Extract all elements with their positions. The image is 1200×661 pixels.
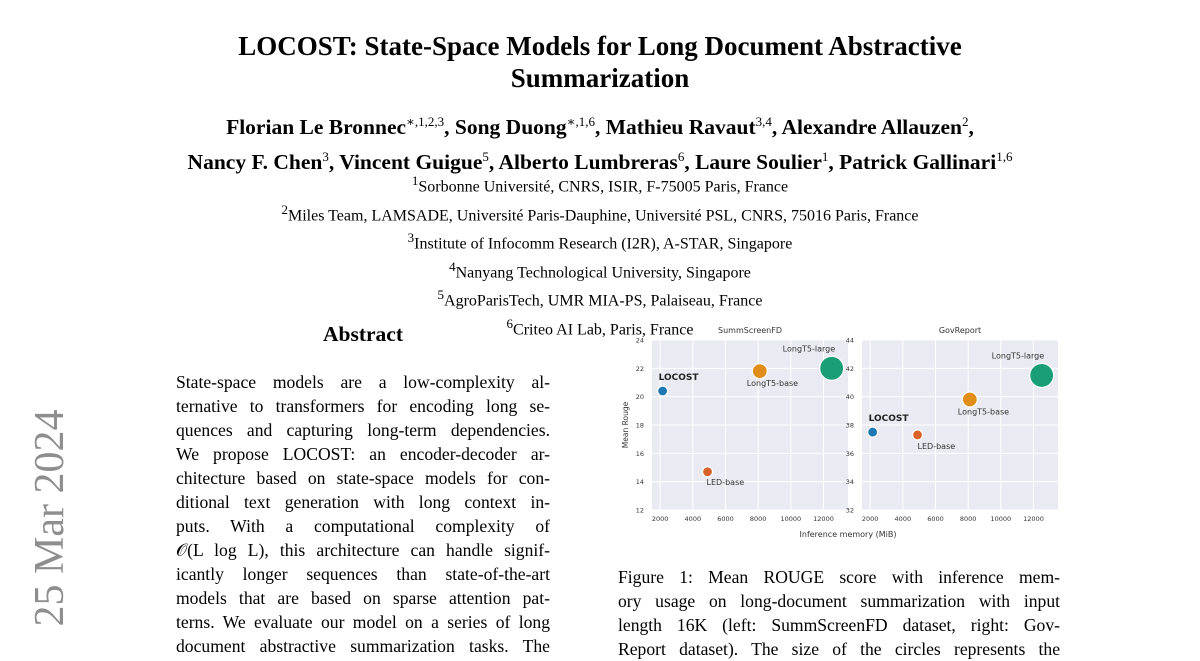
y-tick-label: 38 (845, 421, 854, 430)
data-label: LongT5-base (746, 379, 799, 389)
caption-line: length 16K (left: SummScreenFD dataset, right: Gov- (618, 615, 1060, 635)
affiliation-number: 5 (437, 287, 445, 303)
author-affiliation-marker: ∗,1,6 (566, 114, 595, 129)
abstract-heading: Abstract (322, 322, 403, 346)
author-list (0, 107, 1200, 177)
author-affiliation-marker: 2 (962, 114, 969, 129)
data-point (913, 430, 923, 440)
affiliation-number: 1 (411, 173, 419, 188)
data-label: LED-base (917, 441, 956, 451)
y-tick-label: 24 (635, 336, 644, 345)
affiliation-list (0, 170, 1200, 341)
data-point (820, 356, 844, 380)
data-label: LOCOST (868, 414, 909, 425)
abstract-line: We propose LOCOST: an encoder-decoder ar- (176, 444, 550, 464)
caption-line: ory usage on long-document summarization with input (618, 591, 1060, 611)
abstract-line: 𝒪(L log L), this architecture can handle signif- (176, 540, 550, 560)
paper-title-line-2: Summarization (510, 63, 690, 93)
caption-line: Figure 1: Mean ROUGE score with inference mem- (618, 567, 1060, 587)
paper-title-line-1: LOCOST: State-Space Models for Long Document Abstractive (238, 31, 962, 61)
data-label: LED-base (706, 477, 745, 487)
affiliation-number: 3 (407, 230, 415, 246)
affiliation-number: 4 (449, 258, 456, 274)
affiliation-text: Institute of Infocomm Research (I2R), A-STAR, Singapore (414, 235, 793, 253)
author-affiliation-marker: 3,4 (755, 114, 772, 129)
abstract-line: ternative to transformers for encoding long se- (176, 396, 550, 416)
y-tick-label: 12 (635, 506, 644, 515)
affiliation-item (0, 199, 1200, 228)
figure-caption (618, 565, 1060, 661)
data-point (868, 427, 878, 437)
author-affiliation-marker: 5 (482, 149, 489, 165)
affiliation-item (0, 256, 1200, 285)
author-affiliation-marker: 1,6 (996, 149, 1013, 165)
author-line-2: Nancy F. Chen$^3$, Vincent Guigue$^5$, Alberto Lumbreras$^6$, Laure Soulier$^1$, Patrick Gallinari$^{1,6}$ (187, 149, 1013, 175)
data-label: LongT5-large (991, 351, 1045, 361)
data-point (703, 467, 713, 477)
arxiv-date-text: 25 Mar 2024 (27, 409, 73, 626)
x-tick-label: 12000 (813, 515, 834, 523)
affiliation-number: 6 (506, 315, 514, 331)
affiliation-text: Criteo AI Lab, Paris, France (513, 320, 694, 338)
y-tick-label: 20 (635, 393, 644, 402)
abstract-line: State-space models are a low-complexity al- (176, 372, 550, 392)
x-tick-label: 2000 (651, 515, 669, 523)
y-tick-label: 44 (845, 336, 854, 345)
author-name: Florian Le Bronnec (226, 115, 407, 140)
author-affiliation-marker: 6 (677, 149, 685, 165)
figure-1-chart (618, 322, 1058, 544)
affiliation-number: 2 (281, 201, 288, 217)
data-point (962, 392, 977, 407)
author-name: Vincent Guigue (339, 150, 483, 175)
x-tick-label: 6000 (927, 515, 944, 523)
y-tick-label: 34 (845, 478, 854, 487)
x-tick-label: 12000 (1023, 515, 1044, 523)
y-tick-label: 42 (845, 364, 854, 373)
author-name: Patrick Gallinari (839, 150, 997, 175)
affiliation-text: Sorbonne Université, CNRS, ISIR, F-75005 Paris, France (418, 178, 789, 196)
author-name: Song Duong (454, 115, 567, 140)
x-tick-label: 10000 (990, 515, 1012, 523)
x-tick-label: 2000 (861, 515, 879, 523)
affiliation-text: Miles Team, LAMSADE, Université Paris-Dauphine, Université PSL, CNRS, 75016 Paris, France (287, 206, 919, 224)
arxiv-date-stamp (27, 409, 73, 626)
x-tick-label: 4000 (684, 515, 702, 523)
y-tick-label: 14 (635, 478, 644, 487)
author-name: Laure Soulier (695, 150, 822, 175)
affiliation-item (0, 284, 1200, 313)
author-line-1: Florian Le Bronnec$^{∗,1,2,3}$, Song Duong$^{∗,1,6}$, Mathieu Ravaut$^{3,4}$, Alexandre Allauzen$^2$, (226, 114, 974, 140)
author-affiliation-marker: 3 (322, 149, 329, 165)
x-axis-label: Inference memory (MiB) (799, 530, 897, 539)
paper-title (0, 30, 1200, 94)
abstract-line: quences and capturing long-term dependencies. (176, 420, 550, 440)
author-affiliation-marker: 1 (821, 149, 829, 165)
abstract-body (176, 370, 550, 658)
chart-title: SummScreenFD (718, 326, 782, 335)
affiliation-text: Nanyang Technological University, Singapore (455, 263, 751, 281)
affiliation-text: AgroParisTech, UMR MIA-PS, Palaiseau, France (444, 292, 763, 310)
abstract-line: puts. With a computational complexity of (176, 516, 550, 536)
abstract-line: document abstractive summarization tasks. The (176, 636, 550, 656)
data-label: LongT5-large (782, 344, 836, 354)
y-tick-label: 36 (845, 449, 854, 458)
x-tick-label: 8000 (749, 515, 767, 523)
data-point (1030, 363, 1054, 387)
y-tick-label: 18 (635, 421, 644, 430)
affiliation-item (0, 170, 1200, 199)
author-affiliation-marker: ∗,1,2,3 (406, 114, 445, 129)
author-name: Nancy F. Chen (187, 150, 323, 175)
x-tick-label: 4000 (894, 515, 912, 523)
y-tick-label: 32 (845, 506, 854, 515)
abstract-line: terns. We evaluate our model on a series of long (176, 612, 550, 632)
data-label: LongT5-base (957, 407, 1010, 417)
author-name: Alexandre Allauzen (781, 115, 963, 140)
y-axis-label: Mean Rouge (621, 401, 630, 449)
y-tick-label: 22 (635, 364, 644, 373)
x-tick-label: 6000 (717, 515, 734, 523)
x-tick-label: 10000 (780, 515, 802, 523)
author-name: Alberto Lumbreras (498, 150, 678, 175)
data-point (752, 364, 767, 379)
affiliation-item (0, 227, 1200, 256)
data-label: LOCOST (658, 373, 699, 383)
author-name: Mathieu Ravaut (605, 115, 756, 140)
abstract-line: chitecture based on state-space models for con- (176, 468, 550, 488)
data-point (658, 386, 668, 396)
x-tick-label: 8000 (959, 515, 977, 523)
abstract-line: ditional text generation with long context in- (176, 492, 550, 512)
abstract-line: icantly longer sequences than state-of-the-art (176, 564, 550, 584)
caption-line: Report dataset). The size of the circles represents the (618, 639, 1060, 659)
y-tick-label: 40 (845, 393, 854, 402)
chart-title: GovReport (938, 326, 982, 335)
abstract-line: models that are based on sparse attention pat- (176, 588, 550, 608)
y-tick-label: 16 (635, 449, 644, 458)
